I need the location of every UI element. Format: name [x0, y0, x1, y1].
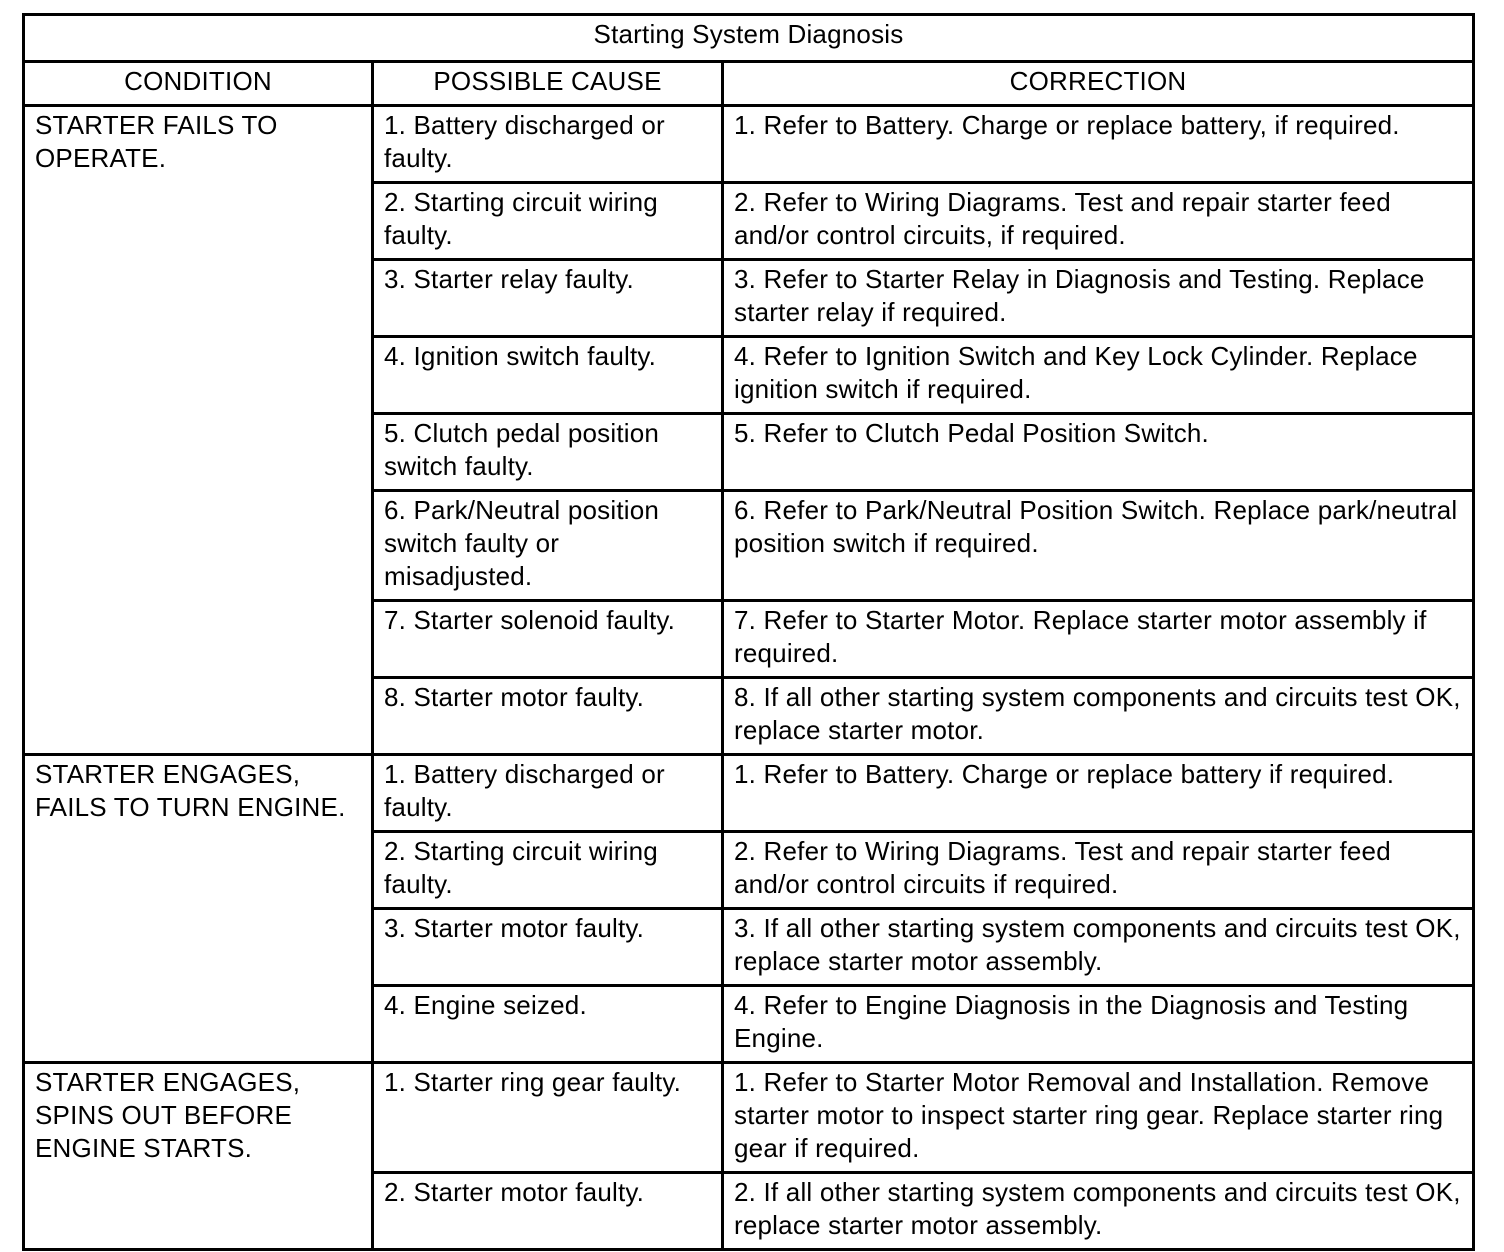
cause-cell: 2. Starter motor faulty.: [373, 1173, 723, 1250]
condition-cell: STARTER ENGAGES, SPINS OUT BEFORE ENGINE STARTS.: [24, 1063, 373, 1250]
cause-cell: 3. Starter relay faulty.: [373, 260, 723, 337]
cause-cell: 2. Starting circuit wiring faulty.: [373, 183, 723, 260]
condition-cell: STARTER FAILS TO OPERATE.: [24, 106, 373, 755]
table-row: [24, 1063, 1474, 1173]
correction-cell: 2. Refer to Wiring Diagrams. Test and repair starter feed and/or control circuits, if required.: [723, 183, 1474, 260]
cause-cell: 6. Park/Neutral position switch faulty or misadjusted.: [373, 491, 723, 601]
correction-cell: 8. If all other starting system components and circuits test OK, replace starter motor.: [723, 678, 1474, 755]
cause-cell: 5. Clutch pedal position switch faulty.: [373, 414, 723, 491]
correction-cell: 6. Refer to Park/Neutral Position Switch. Replace park/neutral position switch if required.: [723, 491, 1474, 601]
header-condition: CONDITION: [24, 62, 373, 106]
cause-cell: 7. Starter solenoid faulty.: [373, 601, 723, 678]
correction-cell: 4. Refer to Ignition Switch and Key Lock Cylinder. Replace ignition switch if required.: [723, 337, 1474, 414]
cause-cell: 8. Starter motor faulty.: [373, 678, 723, 755]
correction-cell: 3. If all other starting system components and circuits test OK, replace starter motor assembly.: [723, 909, 1474, 986]
column-header-row: [24, 62, 1474, 106]
correction-cell: 4. Refer to Engine Diagnosis in the Diagnosis and Testing Engine.: [723, 986, 1474, 1063]
cause-cell: 3. Starter motor faulty.: [373, 909, 723, 986]
correction-cell: 1. Refer to Battery. Charge or replace battery if required.: [723, 755, 1474, 832]
table-row: [24, 106, 1474, 183]
cause-cell: 1. Starter ring gear faulty.: [373, 1063, 723, 1173]
cause-cell: 1. Battery discharged or faulty.: [373, 755, 723, 832]
table-title: Starting System Diagnosis: [24, 15, 1474, 62]
correction-cell: 1. Refer to Battery. Charge or replace battery, if required.: [723, 106, 1474, 183]
table-row: [24, 755, 1474, 832]
cause-cell: 2. Starting circuit wiring faulty.: [373, 832, 723, 909]
cause-cell: 4. Engine seized.: [373, 986, 723, 1063]
correction-cell: 5. Refer to Clutch Pedal Position Switch.: [723, 414, 1474, 491]
starting-system-diagnosis-table: [22, 13, 1475, 1251]
correction-cell: 2. If all other starting system components and circuits test OK, replace starter motor assembly.: [723, 1173, 1474, 1250]
correction-cell: 3. Refer to Starter Relay in Diagnosis and Testing. Replace starter relay if required.: [723, 260, 1474, 337]
header-correction: CORRECTION: [723, 62, 1474, 106]
header-possible-cause: POSSIBLE CAUSE: [373, 62, 723, 106]
correction-cell: 2. Refer to Wiring Diagrams. Test and repair starter feed and/or control circuits if required.: [723, 832, 1474, 909]
cause-cell: 4. Ignition switch faulty.: [373, 337, 723, 414]
correction-cell: 1. Refer to Starter Motor Removal and Installation. Remove starter motor to inspect starter ring gear. Replace starter ring gear if required.: [723, 1063, 1474, 1173]
cause-cell: 1. Battery discharged or faulty.: [373, 106, 723, 183]
correction-cell: 7. Refer to Starter Motor. Replace starter motor assembly if required.: [723, 601, 1474, 678]
condition-cell: STARTER ENGAGES, FAILS TO TURN ENGINE.: [24, 755, 373, 1063]
